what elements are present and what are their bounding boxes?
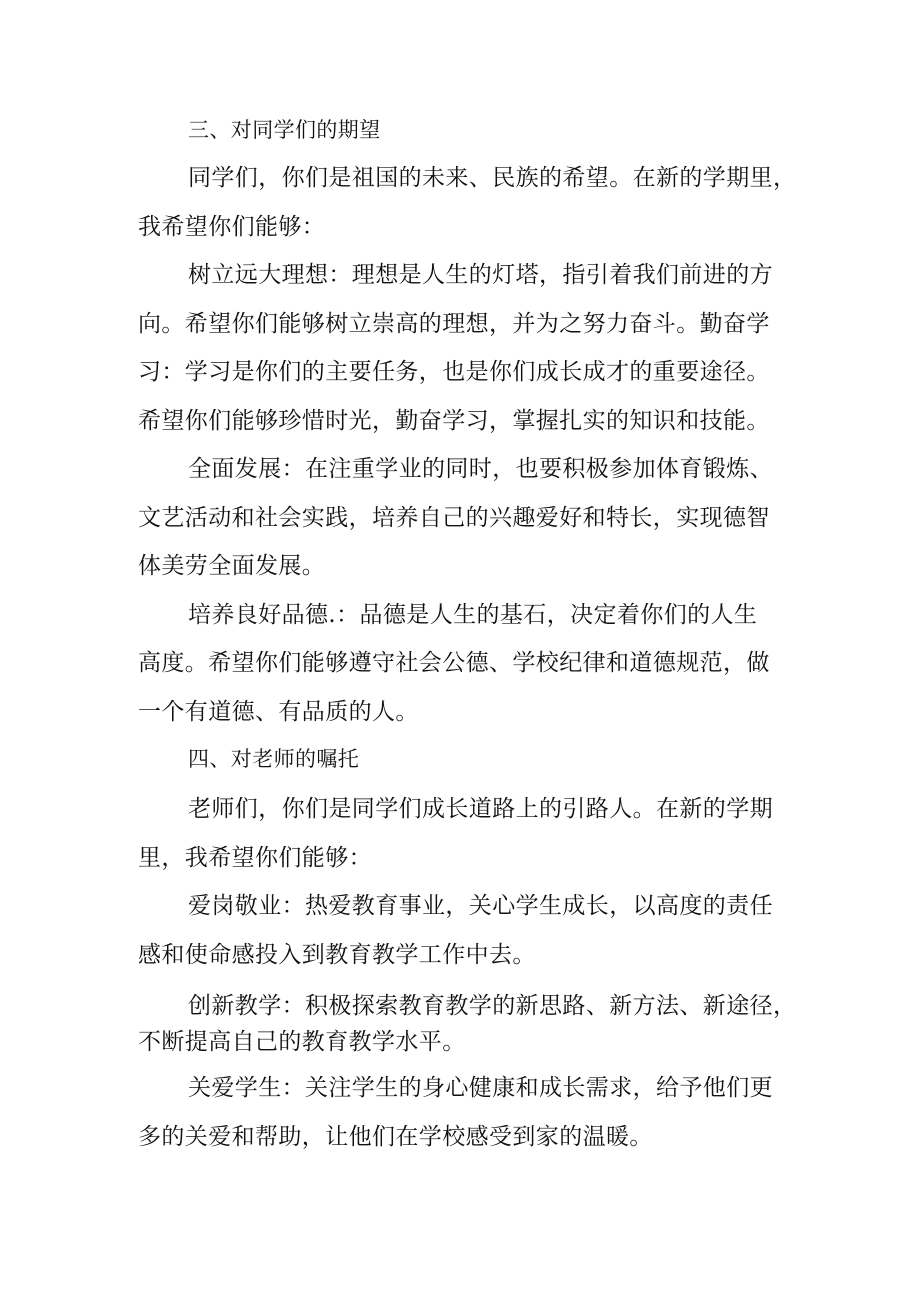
section-4-intro-line-1: 老师们，你们是同学们成长道路上的引路人。在新的学期 [188,796,773,822]
section-3-intro-line-1: 同学们，你们是祖国的未来、民族的希望。在新的学期里， [188,165,797,191]
section-4-intro-line-2: 里，我希望你们能够： [138,845,372,871]
ideals-line-2: 向。希望你们能够树立崇高的理想，并为之努力奋斗。勤奋学 [138,311,770,337]
section-3-heading: 三、对同学们的期望 [188,118,381,142]
dedication-line-2: 感和使命感投入到教育教学工作中去。 [138,942,536,968]
ideals-line-3: 习：学习是你们的主要任务，也是你们成长成才的重要途径。 [138,359,770,385]
ideals-line-1: 树立远大理想：理想是人生的灯塔，指引着我们前进的方 [188,262,773,288]
care-line-1: 关爱学生：关注学生的身心健康和成长需求，给予他们更 [188,1075,773,1101]
dedication-line-1: 爱岗敬业：热爱教育事业，关心学生成长，以高度的责任 [188,893,773,919]
morality-line-2: 高度。希望你们能够遵守社会公德、学校纪律和道德规范，做 [138,650,770,676]
care-line-2: 多的关爱和帮助，让他们在学校感受到家的温暖。 [138,1124,653,1150]
development-line-2: 文艺活动和社会实践，培养自己的兴趣爱好和特长，实现德智 [138,505,770,531]
ideals-line-4: 希望你们能够珍惜时光，勤奋学习，掌握扎实的知识和技能。 [138,408,770,434]
section-3-intro-line-2: 我希望你们能够： [138,214,326,240]
section-4-heading: 四、对老师的嘱托 [188,747,360,771]
morality-line-1: 培养良好品德.：品德是人生的基石，决定着你们的人生 [188,602,758,628]
innovation-line-1: 创新教学：积极探索教育教学的新思路、新方法、新途径， [188,993,797,1019]
morality-line-3: 一个有道德、有品质的人。 [138,699,419,725]
development-line-1: 全面发展：在注重学业的同时，也要积极参加体育锻炼、 [188,456,773,482]
development-line-3: 体美劳全面发展。 [138,553,326,579]
innovation-line-2: 不断提高自己的教育教学水平。 [138,1029,466,1055]
